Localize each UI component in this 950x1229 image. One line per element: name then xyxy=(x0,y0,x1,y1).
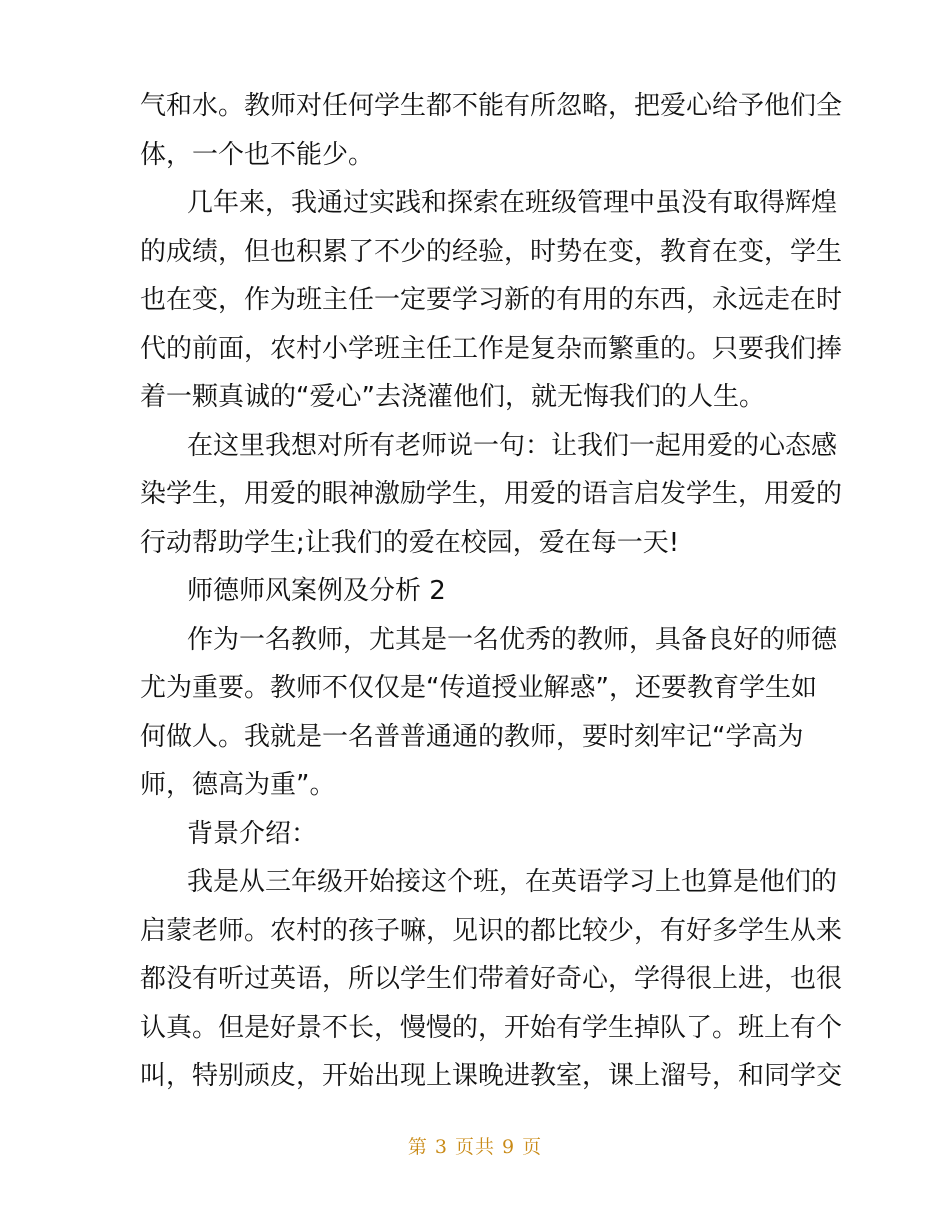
document-body xyxy=(140,82,843,1101)
text-line: 我是从三年级开始接这个班，在英语学习上也算是他们的 xyxy=(187,867,838,897)
paragraph-intro xyxy=(140,616,838,810)
text-line: 认真。但是好景不长，慢慢的，开始有学生掉队了。班上有个 xyxy=(140,1012,843,1043)
paragraph-background xyxy=(140,858,843,1101)
text-line: 染学生，用爱的眼神激励学生，用爱的语言启发学生，用爱的 xyxy=(140,479,843,509)
text-line: 叫，特别顽皮，开始出现上课晚进教室，课上溜号，和同学交 xyxy=(140,1061,843,1091)
text-line: 尤为重要。教师不仅仅是“传道授业解惑”，还要教育学生如 xyxy=(140,673,817,703)
paragraph-reflection xyxy=(140,179,843,422)
text-line: 师，德高为重”。 xyxy=(140,770,336,800)
text-line: 行动帮助学生;让我们的爱在校园，爱在每一天! xyxy=(140,527,680,558)
text-line: 代的前面，农村小学班主任工作是复杂而繁重的。只要我们捧 xyxy=(140,333,843,364)
text-line: 体，一个也不能少。 xyxy=(140,139,375,170)
text-line: 启蒙老师。农村的孩子嘛，见识的都比较少，有好多学生从来 xyxy=(140,915,843,946)
paragraph-appeal xyxy=(140,422,843,568)
text-line: 师德师风案例及分析 2 xyxy=(187,576,446,606)
text-line: 的成绩，但也积累了不少的经验，时势在变，教育在变，学生 xyxy=(140,236,843,267)
text-line: 背景介绍： xyxy=(187,818,318,849)
text-line: 都没有听过英语，所以学生们带着好奇心，学得很上进，也很 xyxy=(140,964,843,994)
page-number-footer: 第 3 页共 9 页 xyxy=(407,1136,543,1158)
text-line: 作为一名教师，尤其是一名优秀的教师，具备良好的师德 xyxy=(187,624,838,655)
text-line: 也在变，作为班主任一定要学习新的有用的东西，永远走在时 xyxy=(140,285,843,315)
text-line: 几年来，我通过实践和探索在班级管理中虽没有取得辉煌 xyxy=(187,188,838,218)
subheading-background xyxy=(140,810,820,859)
text-line: 着一颗真诚的“爱心”去浇灌他们，就无悔我们的人生。 xyxy=(140,382,765,412)
text-line: 气和水。教师对任何学生都不能有所忽略，把爱心给予他们全 xyxy=(140,91,843,121)
paragraph-continuation xyxy=(140,82,843,179)
text-line: 在这里我想对所有老师说一句：让我们一起用爱的心态感 xyxy=(187,430,838,461)
section-heading xyxy=(140,567,820,616)
text-line: 何做人。我就是一名普普通通的教师，要时刻牢记“学高为 xyxy=(140,721,804,752)
